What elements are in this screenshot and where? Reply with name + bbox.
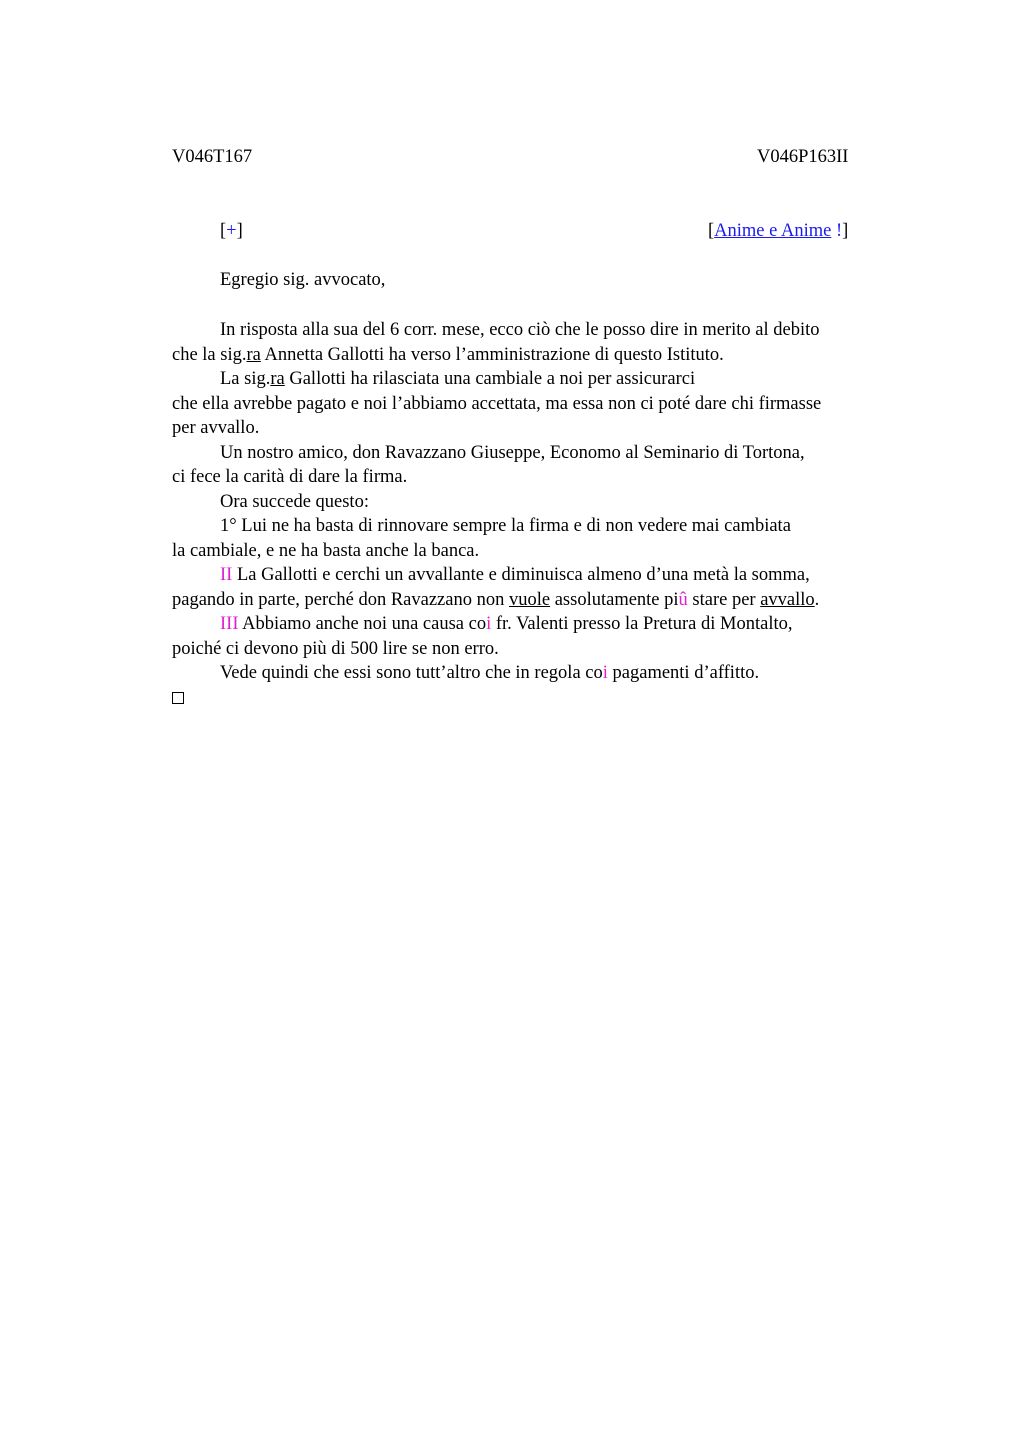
letter-line <box>172 343 912 368</box>
letter-body <box>172 318 912 711</box>
letter-line: che ella avrebbe pagato e noi l’abbiamo accettata, ma essa non ci poté dare chi firmasse <box>172 393 822 414</box>
text-span: La sig. <box>220 369 271 389</box>
text-span: assolutamente pi <box>550 589 679 610</box>
editorial-numeral: II <box>220 565 233 585</box>
expand-plus-button[interactable]: + <box>226 221 237 241</box>
bracket-close: ] <box>842 221 849 241</box>
letter-line: la cambiale, e ne ha basta anche la banca. <box>172 540 480 561</box>
end-of-document-square-icon <box>172 692 184 704</box>
text-span: Abbiamo anche noi una causa co <box>238 614 487 634</box>
salutation: Egregio sig. avvocato, <box>220 270 386 290</box>
abbreviation-underlined: ra <box>246 344 261 365</box>
abbreviation-underlined: ra <box>270 369 285 389</box>
text-span: Annetta Gallotti ha verso l’amministrazione di questo Istituto. <box>260 344 724 365</box>
text-span: che la sig. <box>172 344 247 365</box>
end-marker-line <box>172 686 912 712</box>
letter-line: poiché ci devono più di 500 lire se non erro. <box>172 638 499 659</box>
text-span: pagando in parte, perché don Ravazzano non <box>172 589 509 610</box>
editorial-correction: i <box>602 663 608 683</box>
letter-line <box>172 563 912 588</box>
document-code-left: V046T167 <box>172 147 253 167</box>
editorial-numeral: III <box>220 614 239 634</box>
letter-line: per avvallo. <box>172 418 260 438</box>
text-span: pagamenti d’affitto. <box>607 663 760 683</box>
underlined-word: vuole <box>508 589 551 610</box>
anime-e-anime-link[interactable]: Anime e Anime <box>714 221 832 241</box>
bracket-open: [ <box>708 221 715 241</box>
letter-line: In risposta alla sua del 6 corr. mese, ecco ciò che le posso dire in merito al debito <box>220 320 820 340</box>
underlined-word: avvallo <box>760 589 815 610</box>
letter-line: Ora succede questo: <box>220 491 369 512</box>
bracket-close: ] <box>236 221 243 241</box>
letter-line: 1° Lui ne ha basta di rinnovare sempre la firma e di non vedere mai cambiata <box>220 516 791 536</box>
text-span: . <box>814 589 820 610</box>
document-code-right: V046P163II <box>757 147 849 167</box>
text-span: Gallotti ha rilasciata una cambiale a noi per assicurarci <box>284 369 696 389</box>
expand-control <box>220 221 243 242</box>
text-span: Vede quindi che essi sono tutt’altro che in regola co <box>220 663 603 683</box>
text-span: stare per <box>687 589 761 610</box>
link-exclamation: ! <box>831 221 843 241</box>
letter-line: ci fece la carità di dare la firma. <box>172 467 408 487</box>
text-span: fr. Valenti presso la Pretura di Montalto, <box>491 614 793 634</box>
navigation-link-group <box>708 221 848 242</box>
editorial-correction: û <box>678 589 688 610</box>
editorial-correction: i <box>486 614 492 634</box>
text-span: La Gallotti e cerchi un avvallante e diminuisca almeno d’una metà la somma, <box>232 565 810 585</box>
letter-line <box>172 612 912 637</box>
letter-line: Un nostro amico, don Ravazzano Giuseppe, Economo al Seminario di Tortona, <box>220 442 805 463</box>
letter-line <box>172 367 912 392</box>
letter-line <box>172 661 912 686</box>
bracket-open: [ <box>220 221 227 241</box>
letter-line <box>172 588 912 613</box>
